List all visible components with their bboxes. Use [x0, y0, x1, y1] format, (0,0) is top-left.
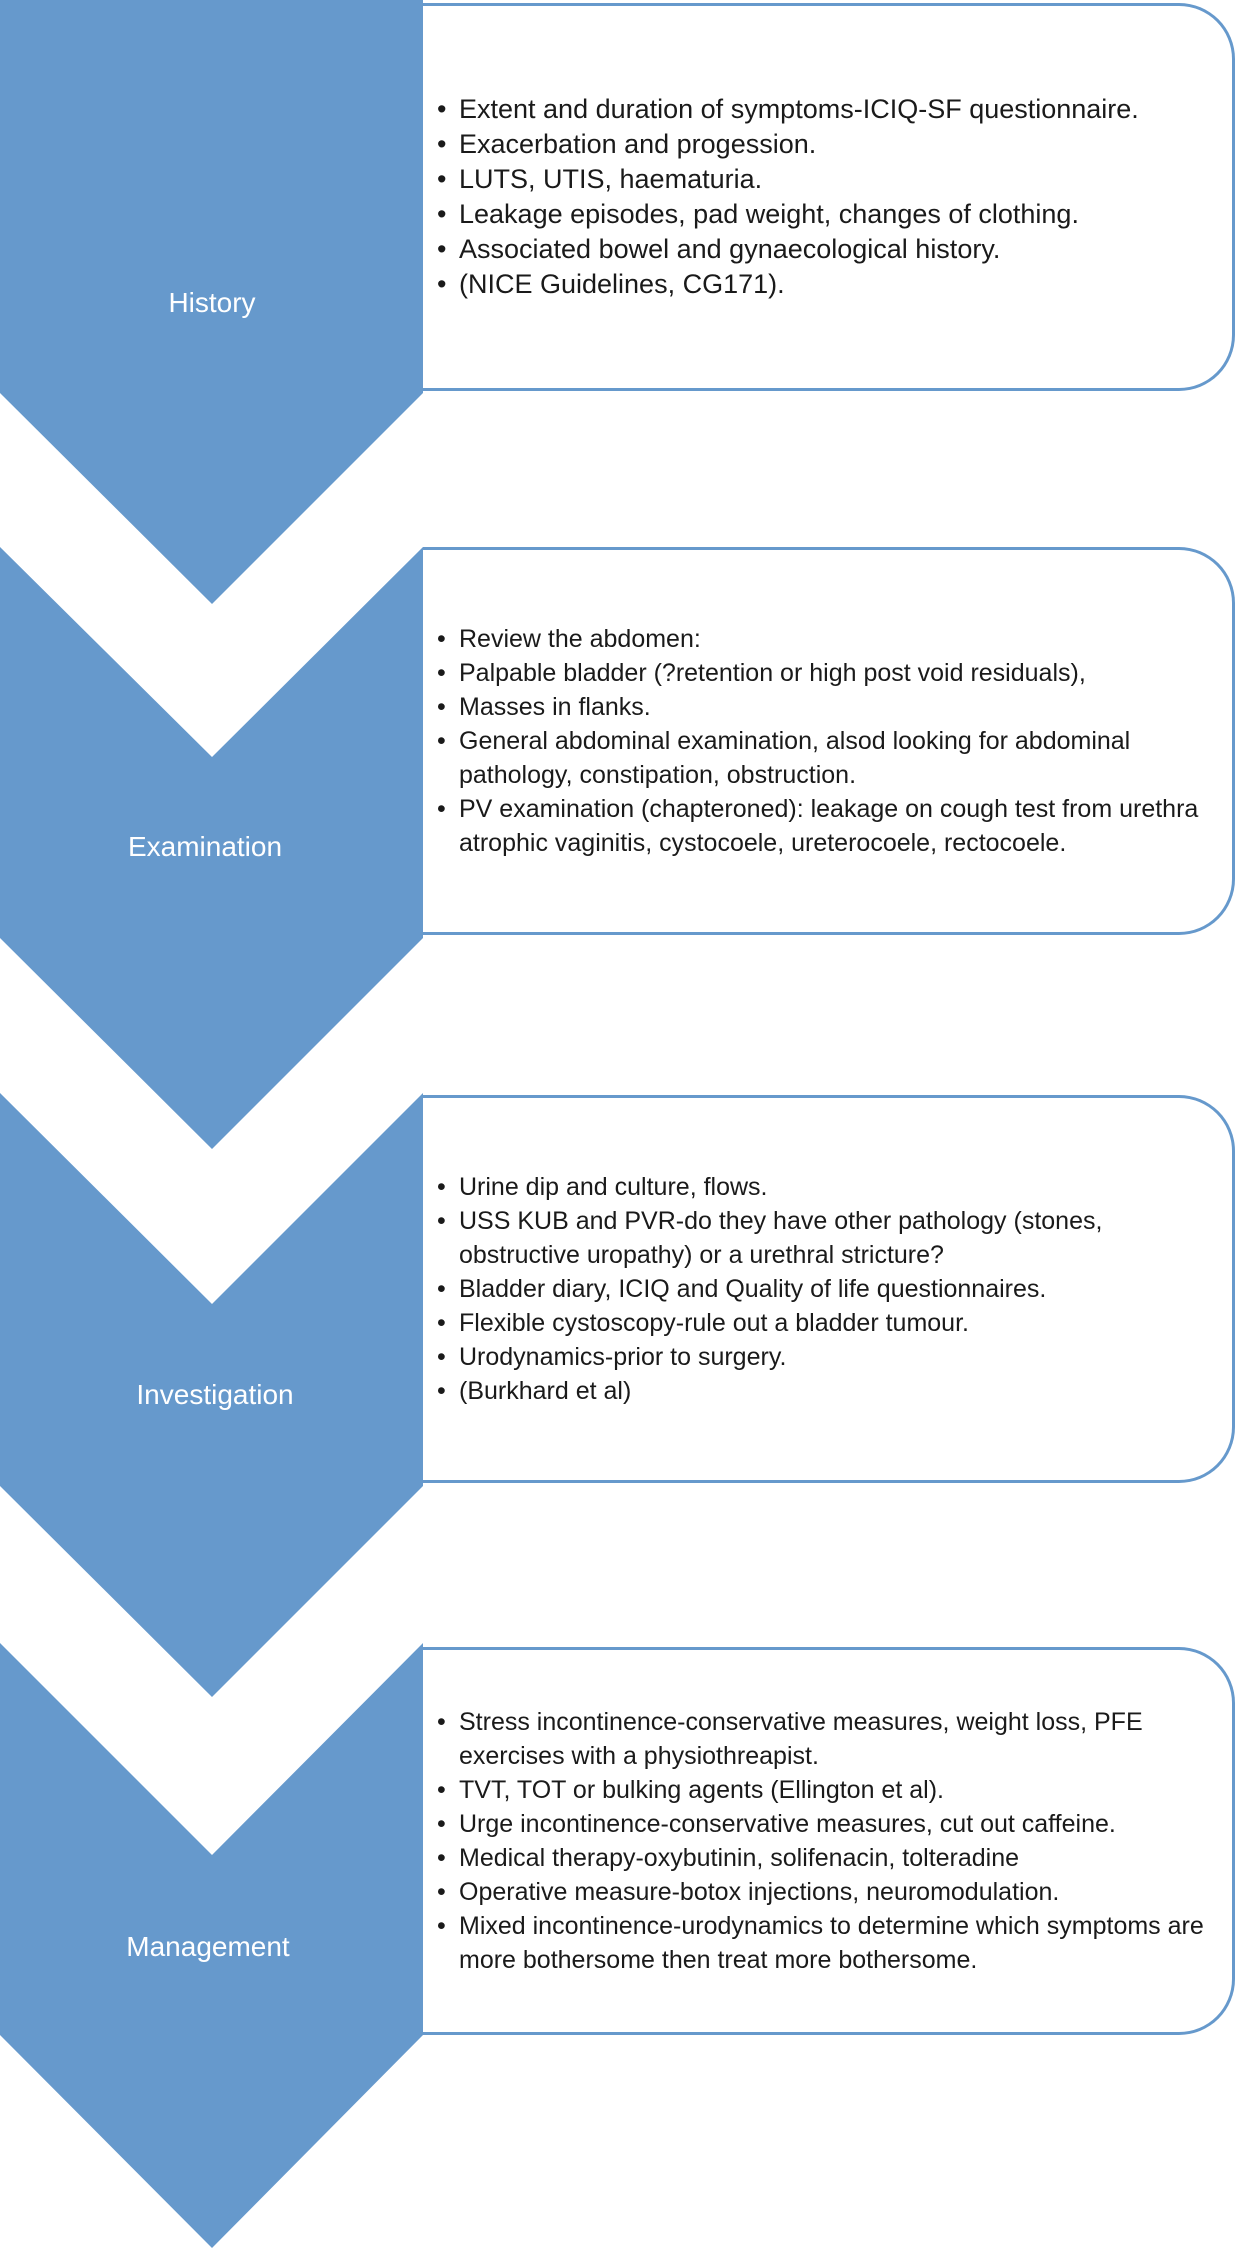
- bullet-list-investigation: [433, 1170, 1214, 1408]
- bullet-list-history: [433, 92, 1214, 302]
- list-item: • TVT, TOT or bulking agents (Ellington et al).: [433, 1773, 1214, 1807]
- list-item: • (NICE Guidelines, CG171).: [433, 267, 1214, 302]
- stage-box-examination: [423, 547, 1235, 935]
- list-item: • Palpable bladder (?retention or high post void residuals),: [433, 656, 1214, 690]
- list-item: • Bladder diary, ICIQ and Quality of life questionnaires.: [433, 1272, 1214, 1306]
- list-item: • Flexible cystoscopy-rule out a bladder tumour.: [433, 1306, 1214, 1340]
- list-item: • Extent and duration of symptoms-ICIQ-SF questionnaire.: [433, 92, 1214, 127]
- stage-label-history: History: [168, 287, 256, 318]
- list-item: • General abdominal examination, alsod looking for abdominal pathology, constipation, obstruction.: [433, 724, 1214, 792]
- list-item: • Mixed incontinence-urodynamics to determine which symptoms are more bothersome then treat more bothersome.: [433, 1909, 1214, 1977]
- list-item: • USS KUB and PVR-do they have other pathology (stones, obstructive uropathy) or a urethral stricture?: [433, 1204, 1214, 1272]
- list-item: • Operative measure-botox injections, neuromodulation.: [433, 1875, 1214, 1909]
- list-item: • Urine dip and culture, flows.: [433, 1170, 1214, 1204]
- bullet-list-examination: [433, 622, 1214, 860]
- stage-box-management: [423, 1647, 1235, 2035]
- list-item: • LUTS, UTIS, haematuria.: [433, 162, 1214, 197]
- list-item: • Review the abdomen:: [433, 622, 1214, 656]
- stage-box-history: [423, 3, 1235, 391]
- list-item: • Exacerbation and progession.: [433, 127, 1214, 162]
- bullet-list-management: [433, 1705, 1214, 1977]
- list-item: • Stress incontinence-conservative measures, weight loss, PFE exercises with a physiothreapist.: [433, 1705, 1214, 1773]
- list-item: • (Burkhard et al): [433, 1374, 1214, 1408]
- list-item: • Urge incontinence-conservative measures, cut out caffeine.: [433, 1807, 1214, 1841]
- stage-label-investigation: Investigation: [136, 1379, 294, 1410]
- list-item: • PV examination (chapteroned): leakage on cough test from urethra atrophic vaginitis, cystocoele, ureterocoele, rectocoele.: [433, 792, 1214, 860]
- list-item: • Leakage episodes, pad weight, changes of clothing.: [433, 197, 1214, 232]
- stage-label-management: Management: [126, 1931, 290, 1962]
- list-item: • Masses in flanks.: [433, 690, 1214, 724]
- list-item: • Urodynamics-prior to surgery.: [433, 1340, 1214, 1374]
- list-item: • Associated bowel and gynaecological history.: [433, 232, 1214, 267]
- stage-label-examination: Examination: [127, 831, 283, 862]
- stage-box-investigation: [423, 1095, 1235, 1483]
- list-item: • Medical therapy-oxybutinin, solifenacin, tolteradine: [433, 1841, 1214, 1875]
